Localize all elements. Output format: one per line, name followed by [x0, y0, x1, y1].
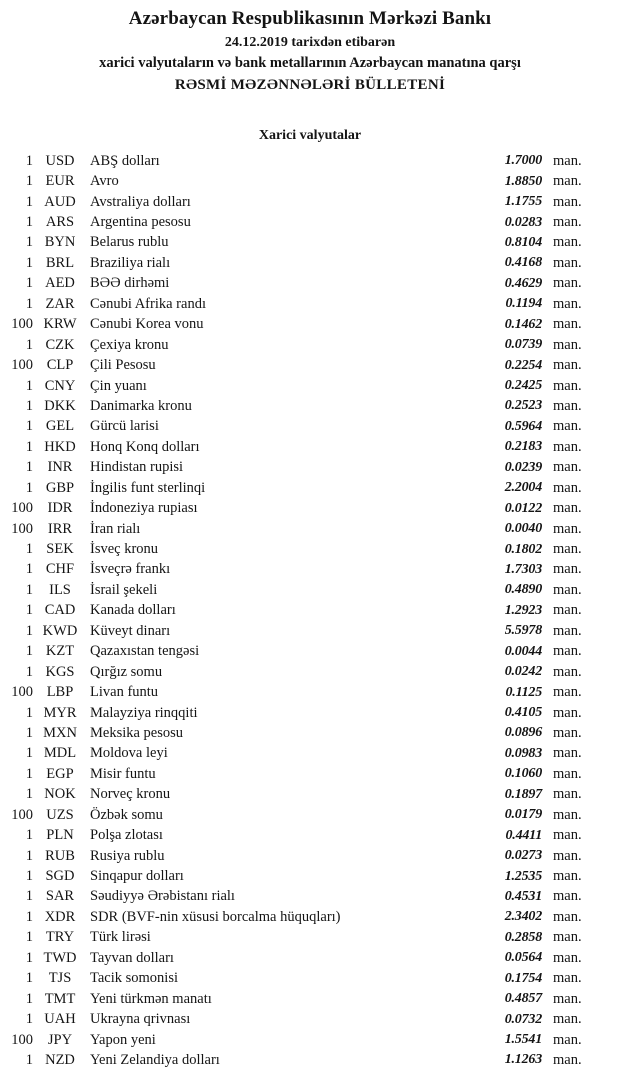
currency-code-cell: TJS [48, 970, 72, 987]
unit-cell: man. [553, 377, 582, 394]
rate-value-cell: 1.1755 [504, 194, 542, 210]
currency-name-cell: Çin yuanı [90, 377, 147, 394]
rate-value-cell: 1.2535 [504, 868, 542, 884]
table-row [0, 580, 592, 600]
rate-value-cell: 0.2254 [504, 357, 542, 373]
currency-name-cell: Səudiyyə Ərəbistanı rialı [90, 888, 235, 905]
quantity-cell: 1 [25, 377, 33, 394]
quantity-cell: 100 [11, 316, 33, 333]
quantity-cell: 1 [25, 479, 33, 496]
currency-code-cell: CZK [45, 336, 75, 353]
quantity-cell: 1 [25, 929, 33, 946]
quantity-cell: 1 [25, 786, 33, 803]
currency-name-cell: SDR (BVF-nin xüsusi borcalma hüquqları) [90, 908, 341, 925]
unit-cell: man. [553, 990, 582, 1007]
unit-cell: man. [553, 847, 582, 864]
currency-name-cell: Yapon yeni [90, 1031, 156, 1048]
rate-value-cell: 0.5964 [504, 418, 542, 434]
currency-code-cell: EGP [46, 765, 74, 782]
unit-cell: man. [553, 970, 582, 987]
table-row [0, 887, 592, 907]
table-row [0, 274, 592, 294]
rate-value-cell: 0.0040 [504, 521, 542, 537]
currency-code-cell: UZS [46, 806, 74, 823]
currency-name-cell: İsveç kronu [90, 541, 159, 558]
quantity-cell: 1 [25, 336, 33, 353]
currency-code-cell: BRL [45, 254, 75, 271]
table-row [0, 866, 592, 886]
currency-code-cell: NOK [44, 786, 76, 803]
currency-code-cell: CAD [44, 602, 76, 619]
currency-code-cell: BYN [44, 234, 76, 251]
currency-code-cell: MYR [43, 704, 77, 721]
quantity-cell: 1 [25, 1011, 33, 1028]
quantity-cell: 1 [25, 990, 33, 1007]
unit-cell: man. [553, 827, 582, 844]
rate-value-cell: 0.2425 [504, 378, 542, 394]
quantity-cell: 1 [25, 541, 33, 558]
currency-code-cell: ZAR [45, 295, 75, 312]
currency-name-cell: Çili Pesosu [90, 357, 156, 374]
bulletin-title: RƏSMİ MƏZƏNNƏLƏRİ BÜLLETENİ [174, 77, 446, 93]
unit-cell: man. [553, 275, 582, 292]
unit-cell: man. [553, 806, 582, 823]
currency-name-cell: Argentina pesosu [90, 214, 191, 231]
unit-cell: man. [553, 1031, 582, 1048]
rate-value-cell: 0.0896 [504, 725, 542, 741]
unit-cell: man. [553, 643, 582, 660]
rate-value-cell: 0.8104 [504, 234, 542, 250]
table-row [0, 1030, 592, 1050]
currency-code-cell: MXN [43, 724, 77, 741]
bank-title: Azərbaycan Respublikasının Mərkəzi Bankı [128, 8, 492, 29]
unit-cell: man. [553, 1011, 582, 1028]
unit-cell: man. [553, 581, 582, 598]
quantity-cell: 1 [25, 295, 33, 312]
currency-code-cell: KZT [45, 643, 75, 660]
unit-cell: man. [553, 254, 582, 271]
table-row [0, 825, 592, 845]
rate-value-cell: 0.4168 [504, 255, 542, 271]
unit-cell: man. [553, 745, 582, 762]
unit-cell: man. [553, 929, 582, 946]
unit-cell: man. [553, 541, 582, 558]
table-row [0, 253, 592, 273]
table-row [0, 989, 592, 1009]
currency-code-cell: JPY [47, 1031, 73, 1048]
currency-name-cell: Tacik somonisi [90, 970, 178, 987]
currency-name-cell: BƏƏ dirhəmi [90, 275, 170, 292]
table-row [0, 621, 592, 641]
rate-value-cell: 0.4411 [505, 827, 542, 843]
rate-value-cell: 1.1263 [504, 1052, 542, 1068]
currency-name-cell: İsveçrə frankı [90, 561, 171, 578]
currency-name-cell: Qazaxıstan tengəsi [90, 643, 200, 660]
currency-code-cell: AED [45, 275, 75, 292]
quantity-cell: 1 [25, 868, 33, 885]
table-row [0, 805, 592, 825]
quantity-cell: 1 [25, 1051, 33, 1068]
table-row [0, 785, 592, 805]
table-row [0, 315, 592, 335]
unit-cell: man. [553, 868, 582, 885]
currency-name-cell: Çexiya kronu [90, 336, 169, 353]
quantity-cell: 1 [25, 908, 33, 925]
rate-value-cell: 0.0564 [504, 950, 542, 966]
currency-code-cell: HKD [44, 438, 76, 455]
rate-value-cell: 1.7303 [504, 561, 542, 577]
unit-cell: man. [553, 397, 582, 414]
currency-name-cell: Tayvan dolları [90, 949, 174, 966]
rate-value-cell: 0.0739 [504, 337, 542, 353]
currency-code-cell: CNY [44, 377, 76, 394]
rate-value-cell: 0.0283 [504, 214, 542, 230]
quantity-cell: 1 [25, 438, 33, 455]
rate-value-cell: 0.0732 [504, 1011, 542, 1027]
quantity-cell: 1 [25, 622, 33, 639]
unit-cell: man. [553, 418, 582, 435]
scope-line: xarici valyutaların və bank metallarının Azərbaycan manatına qarşı [99, 55, 521, 71]
table-row [0, 171, 592, 191]
currency-name-cell: Özbək somu [90, 806, 163, 823]
quantity-cell: 1 [25, 724, 33, 741]
currency-name-cell: ABŞ dolları [90, 152, 160, 169]
currency-code-cell: MDL [43, 745, 77, 762]
unit-cell: man. [553, 520, 582, 537]
document-header [0, 0, 620, 96]
currency-name-cell: Türk lirəsi [90, 929, 151, 946]
currency-code-cell: RUB [45, 847, 75, 864]
currency-code-cell: TRY [45, 929, 75, 946]
rate-value-cell: 0.1462 [504, 316, 542, 332]
currency-name-cell: Belarus rublu [90, 234, 169, 251]
currency-name-cell: Malayziya rinqqiti [90, 704, 198, 721]
quantity-cell: 1 [25, 970, 33, 987]
unit-cell: man. [553, 500, 582, 517]
currency-code-cell: SEK [46, 541, 74, 558]
rate-value-cell: 0.0273 [504, 848, 542, 864]
table-row [0, 498, 592, 518]
table-row [0, 335, 592, 355]
currency-code-cell: USD [45, 152, 75, 169]
rate-value-cell: 0.4531 [504, 888, 542, 904]
currency-code-cell: NZD [45, 1051, 75, 1068]
rate-value-cell: 0.1060 [504, 766, 542, 782]
currency-code-cell: KGS [45, 663, 75, 680]
currency-name-cell: Hindistan rupisi [90, 459, 184, 476]
table-row [0, 458, 592, 478]
table-row [0, 682, 592, 702]
currency-code-cell: SAR [45, 888, 75, 905]
currency-name-cell: İndoneziya rupiası [90, 500, 198, 517]
currency-code-cell: CHF [45, 561, 75, 578]
rate-value-cell: 0.1897 [504, 786, 542, 802]
currency-code-cell: CLP [46, 357, 74, 374]
unit-cell: man. [553, 336, 582, 353]
currency-code-cell: KWD [42, 622, 78, 639]
table-row [0, 846, 592, 866]
table-row [0, 355, 592, 375]
table-row [0, 233, 592, 253]
quantity-cell: 1 [25, 827, 33, 844]
unit-cell: man. [553, 173, 582, 190]
table-row [0, 1009, 592, 1029]
quantity-cell: 1 [25, 643, 33, 660]
table-row [0, 539, 592, 559]
quantity-cell: 1 [25, 254, 33, 271]
rate-value-cell: 0.0242 [504, 664, 542, 680]
quantity-cell: 1 [25, 704, 33, 721]
currency-code-cell: SGD [45, 868, 75, 885]
currency-name-cell: Cənubi Korea vonu [90, 316, 204, 333]
currency-name-cell: Honq Konq dolları [90, 438, 200, 455]
unit-cell: man. [553, 479, 582, 496]
table-row [0, 192, 592, 212]
quantity-cell: 1 [25, 602, 33, 619]
currency-name-cell: Avro [90, 173, 119, 190]
table-row [0, 519, 592, 539]
rate-value-cell: 2.2004 [504, 480, 542, 496]
unit-cell: man. [553, 561, 582, 578]
rate-value-cell: 0.4629 [504, 275, 542, 291]
currency-name-cell: Kanada dolları [90, 602, 176, 619]
rates-table [0, 151, 620, 1071]
currency-name-cell: Avstraliya dolları [90, 193, 191, 210]
currency-code-cell: UAH [44, 1011, 76, 1028]
unit-cell: man. [553, 438, 582, 455]
quantity-cell: 100 [11, 500, 33, 517]
table-row [0, 376, 592, 396]
rate-value-cell: 0.0239 [504, 459, 542, 475]
unit-cell: man. [553, 234, 582, 251]
table-row [0, 478, 592, 498]
quantity-cell: 100 [11, 357, 33, 374]
unit-cell: man. [553, 949, 582, 966]
quantity-cell: 1 [25, 745, 33, 762]
currency-name-cell: Meksika pesosu [90, 724, 184, 741]
rate-value-cell: 0.2523 [504, 398, 542, 414]
quantity-cell: 100 [11, 1031, 33, 1048]
rate-value-cell: 0.2183 [504, 439, 542, 455]
currency-name-cell: Yeni Zelandiya dolları [90, 1051, 220, 1068]
currency-name-cell: Polşa zlotası [90, 827, 163, 844]
quantity-cell: 1 [25, 234, 33, 251]
quantity-cell: 1 [25, 765, 33, 782]
unit-cell: man. [553, 622, 582, 639]
table-row [0, 212, 592, 232]
quantity-cell: 100 [11, 520, 33, 537]
rate-value-cell: 0.4105 [504, 705, 542, 721]
table-row [0, 417, 592, 437]
quantity-cell: 1 [25, 459, 33, 476]
unit-cell: man. [553, 786, 582, 803]
quantity-cell: 1 [25, 888, 33, 905]
currency-name-cell: Norveç kronu [90, 786, 171, 803]
currency-name-cell: Danimarka kronu [90, 397, 192, 414]
currency-name-cell: Gürcü larisi [90, 418, 159, 435]
currency-name-cell: Rusiya rublu [90, 847, 165, 864]
table-row [0, 703, 592, 723]
currency-code-cell: TMT [44, 990, 76, 1007]
table-row [0, 764, 592, 784]
unit-cell: man. [553, 193, 582, 210]
rate-value-cell: 1.2923 [504, 602, 542, 618]
quantity-cell: 1 [25, 214, 33, 231]
effective-date-line: 24.12.2019 tarixdən etibarən [224, 35, 396, 50]
currency-code-cell: INR [47, 459, 73, 476]
unit-cell: man. [553, 152, 582, 169]
quantity-cell: 1 [25, 418, 33, 435]
unit-cell: man. [553, 684, 582, 701]
table-row [0, 662, 592, 682]
currency-code-cell: KRW [43, 316, 77, 333]
currency-code-cell: ILS [49, 581, 71, 598]
table-row [0, 948, 592, 968]
unit-cell: man. [553, 663, 582, 680]
currency-name-cell: Cənubi Afrika randı [90, 295, 206, 312]
quantity-cell: 100 [11, 806, 33, 823]
rate-value-cell: 0.0179 [504, 807, 542, 823]
currency-code-cell: IRR [47, 520, 73, 537]
quantity-cell: 1 [25, 193, 33, 210]
rate-value-cell: 0.1754 [504, 970, 542, 986]
rate-value-cell: 0.1802 [504, 541, 542, 557]
currency-name-cell: Qırğız somu [90, 663, 163, 680]
currency-code-cell: TWD [43, 949, 77, 966]
rate-value-cell: 0.2858 [504, 929, 542, 945]
quantity-cell: 1 [25, 152, 33, 169]
unit-cell: man. [553, 1051, 582, 1068]
currency-code-cell: GBP [45, 479, 75, 496]
currency-name-cell: Livan funtu [90, 684, 159, 701]
quantity-cell: 1 [25, 847, 33, 864]
currency-name-cell: Misir funtu [90, 765, 156, 782]
currency-code-cell: DKK [44, 397, 76, 414]
table-row [0, 928, 592, 948]
quantity-cell: 1 [25, 397, 33, 414]
currency-code-cell: AUD [44, 193, 76, 210]
unit-cell: man. [553, 316, 582, 333]
quantity-cell: 1 [25, 561, 33, 578]
quantity-cell: 1 [25, 949, 33, 966]
rate-value-cell: 0.1125 [505, 684, 542, 700]
table-row [0, 907, 592, 927]
table-row [0, 151, 592, 171]
section-title-foreign-currencies: Xarici valyutalar [258, 128, 362, 143]
unit-cell: man. [553, 459, 582, 476]
unit-cell: man. [553, 888, 582, 905]
quantity-cell: 1 [25, 275, 33, 292]
rate-value-cell: 1.5541 [504, 1032, 542, 1048]
currency-name-cell: Yeni türkmən manatı [90, 990, 212, 1007]
currency-name-cell: İran rialı [90, 520, 141, 537]
rate-value-cell: 5.5978 [504, 623, 542, 639]
currency-code-cell: ARS [45, 214, 75, 231]
rate-value-cell: 1.8850 [504, 173, 542, 189]
unit-cell: man. [553, 704, 582, 721]
currency-code-cell: XDR [44, 908, 76, 925]
rate-value-cell: 0.4857 [504, 991, 542, 1007]
currency-code-cell: IDR [47, 500, 73, 517]
unit-cell: man. [553, 908, 582, 925]
table-row [0, 723, 592, 743]
currency-name-cell: İngilis funt sterlinqi [90, 479, 206, 496]
unit-cell: man. [553, 765, 582, 782]
rate-value-cell: 0.1194 [505, 296, 542, 312]
table-row [0, 601, 592, 621]
unit-cell: man. [553, 724, 582, 741]
quantity-cell: 1 [25, 581, 33, 598]
table-row [0, 744, 592, 764]
currency-name-cell: Moldova leyi [90, 745, 168, 762]
unit-cell: man. [553, 357, 582, 374]
currency-code-cell: LBP [46, 684, 74, 701]
unit-cell: man. [553, 295, 582, 312]
currency-code-cell: GEL [45, 418, 75, 435]
rate-value-cell: 2.3402 [504, 909, 542, 925]
table-row [0, 560, 592, 580]
unit-cell: man. [553, 602, 582, 619]
rate-value-cell: 0.0122 [504, 500, 542, 516]
currency-name-cell: İsrail şekeli [90, 581, 158, 598]
rate-value-cell: 0.4890 [504, 582, 542, 598]
table-row [0, 294, 592, 314]
table-row [0, 969, 592, 989]
currency-name-cell: Braziliya rialı [90, 254, 171, 271]
rate-value-cell: 0.0983 [504, 745, 542, 761]
quantity-cell: 1 [25, 663, 33, 680]
currency-name-cell: Küveyt dinarı [90, 622, 171, 639]
rate-value-cell: 0.0044 [504, 643, 542, 659]
quantity-cell: 100 [11, 684, 33, 701]
currency-name-cell: Ukrayna qrivnası [90, 1011, 191, 1028]
quantity-cell: 1 [25, 173, 33, 190]
table-row [0, 642, 592, 662]
currency-code-cell: PLN [46, 827, 74, 844]
rate-value-cell: 1.7000 [504, 153, 542, 169]
currency-name-cell: Sinqapur dolları [90, 868, 184, 885]
table-row [0, 437, 592, 457]
unit-cell: man. [553, 214, 582, 231]
table-row [0, 396, 592, 416]
currency-code-cell: EUR [45, 173, 75, 190]
table-row [0, 1050, 592, 1070]
